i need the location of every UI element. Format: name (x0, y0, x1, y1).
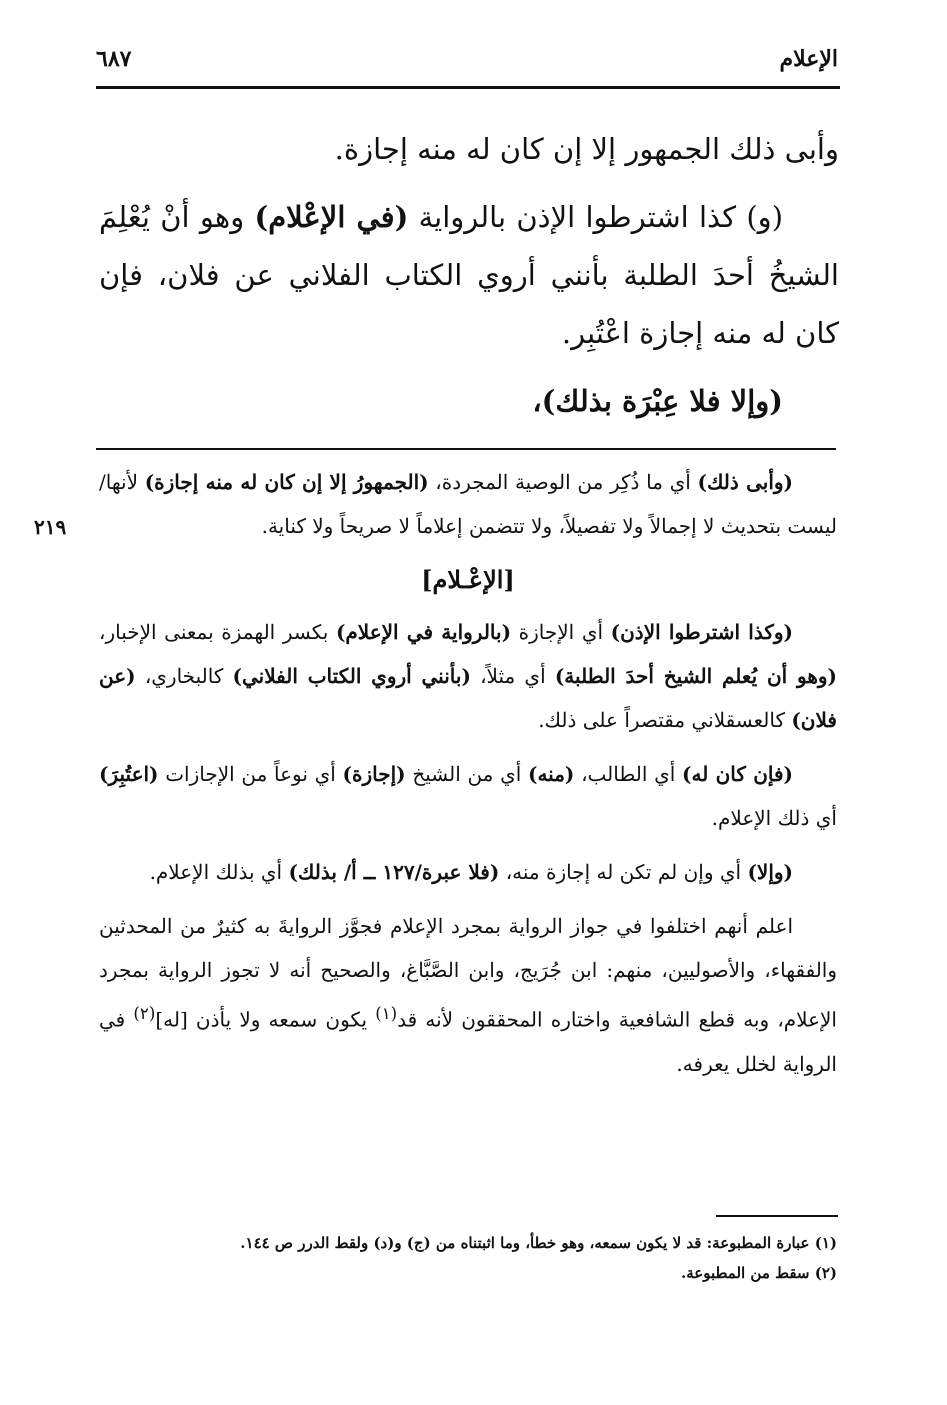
commentary-run: في الرواية لخلل يعرفه. (99, 1007, 837, 1076)
commentary-run: أي الطالب، (574, 762, 683, 786)
commentary-run: أي مثلاً، (470, 664, 555, 688)
commentary-paragraph-3 (99, 752, 837, 840)
commentary-run: كالعسقلاني مقتصراً على ذلك. (538, 708, 792, 732)
footnotes (99, 1228, 837, 1288)
commentary-run: أي من الشيخ (405, 762, 528, 786)
quoted-phrase: (إجازة) (342, 762, 406, 786)
text-commentary-divider (96, 448, 836, 450)
commentary-run: كالبخاري، (135, 664, 233, 688)
commentary-run: أي ما ذُكِر من الوصية المجردة، (428, 470, 698, 494)
main-bold-phrase: (وإلا فلا عِبْرَة بذلك)، (532, 384, 783, 418)
quoted-phrase: (اعتُبِرَ) (99, 762, 159, 786)
commentary-paragraph-2 (99, 610, 837, 742)
main-bold-phrase: (في الإعْلام) (254, 200, 409, 234)
commentary-paragraph-5 (99, 904, 837, 1086)
commentary-run: أي الإجازة (511, 620, 611, 644)
main-paragraph-3 (99, 372, 839, 430)
running-title: الإعلام (779, 46, 838, 72)
margin-page-number: ٢١٩ (34, 515, 67, 539)
commentary-text (99, 460, 837, 1096)
main-text-run: (و) كذا اشترطوا الإذن بالرواية (408, 200, 784, 234)
commentary-paragraph-1 (99, 460, 837, 548)
main-paragraph-2 (99, 188, 839, 362)
page-number: ٦٨٧ (96, 46, 132, 72)
footnote-1: (١) عبارة المطبوعة: قد لا يكون سمعه، وهو خطأ، وما اثبتناه من (ج) و(د) ولقط الدرر ص ١٤٤. (240, 1234, 837, 1252)
main-text-run: وهو أنْ يُعْلِمَ الشيخُ أحدَ الطلبة بأنني أروي الكتاب الفلاني عن فلان، فإن كان له منه إجازة اعْتُبِر. (99, 200, 839, 350)
footnote-2: (٢) سقط من المطبوعة. (681, 1264, 837, 1282)
quoted-phrase: (وأبى ذلك) (697, 470, 793, 494)
footnote-ref-1: (١) (375, 1004, 398, 1023)
section-heading: [الإعْـلام] (421, 565, 515, 594)
quoted-phrase: (فإن كان له) (682, 762, 794, 786)
quoted-phrase: (فلا عبرة/١٢٧ ــ أ/ بذلك) (288, 860, 500, 884)
quoted-phrase: (وكذا اشترطوا الإذن) (610, 620, 793, 644)
quoted-phrase: (منه) (527, 762, 575, 786)
commentary-run: اعلم أنهم اختلفوا في جواز الرواية بمجرد الإعلام فجوَّز الروايةَ به كثيرٌ من المحدثين والفقهاء، والأصوليين، منهم: ابن جُرَيج، وابن الصَّبَّاغ، والصحيح أنه لا تجوز الرواية بمجرد الإعلام، وبه قطع الشافعية واختاره المحققون لأنه قد (99, 914, 837, 1032)
main-paragraph-1: وأبى ذلك الجمهور إلا إن كان له منه إجازة. (334, 132, 839, 166)
commentary-run: بكسر الهمزة بمعنى الإخبار، (99, 620, 336, 644)
commentary-run: أي بذلك الإعلام. (149, 860, 289, 884)
commentary-run: أي ذلك الإعلام. (711, 806, 837, 830)
quoted-phrase: (بأنني أروي الكتاب الفلاني) (232, 664, 471, 688)
commentary-run: أي نوعاً من الإجازات (158, 762, 343, 786)
header-rule (96, 86, 840, 89)
commentary-run: أي وإن لم تكن له إجازة منه، (499, 860, 748, 884)
quoted-phrase: (الجمهورُ إلا إن كان له منه إجازة) (144, 470, 429, 494)
quoted-phrase: (عن فلان) (99, 664, 837, 732)
commentary-run: يكون سمعه ولا يأذن [له] (155, 1007, 376, 1032)
page-header (96, 40, 838, 82)
quoted-phrase: (بالرواية في الإعلام) (335, 620, 512, 644)
footnote-ref-2: (٢) (133, 1004, 156, 1023)
footnote-rule (716, 1215, 838, 1217)
commentary-paragraph-4 (99, 850, 837, 894)
quoted-phrase: (وإلا) (747, 860, 793, 884)
commentary-run: لأنها/ ليست بتحديث لا إجمالاً ولا تفصيلاً، ولا تتضمن إعلاماً لا صريحاً ولا كناية. (99, 470, 837, 538)
main-text (99, 120, 839, 440)
quoted-phrase: (وهو أن يُعلم الشيخ أحدَ الطلبة) (554, 664, 837, 688)
